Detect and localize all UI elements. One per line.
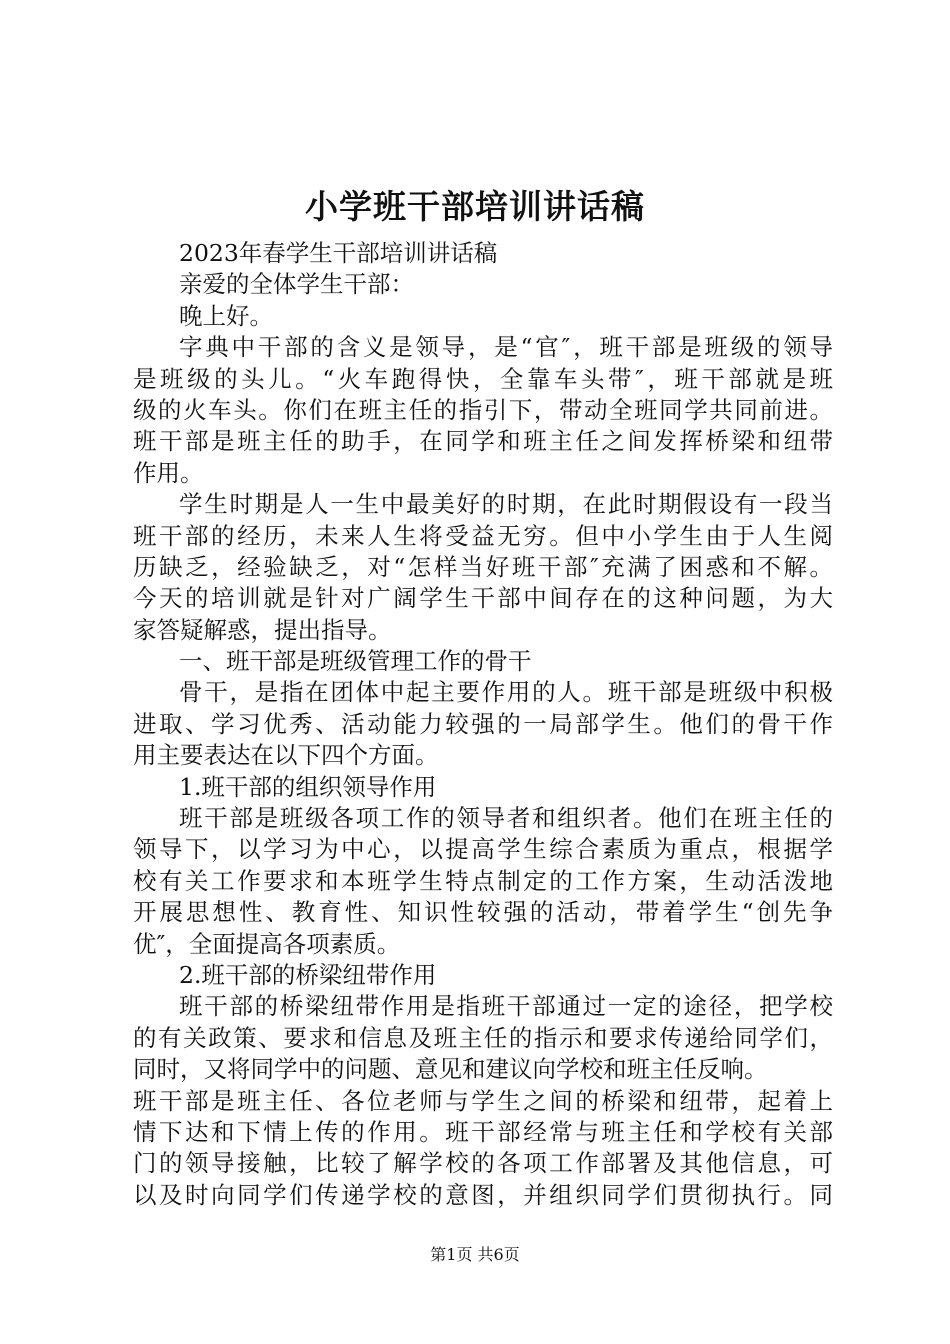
text-line: 字典中干部的含义是领导，是“官″，班干部是班级的领导: [179, 333, 833, 362]
text-line: 优″，全面提高各项素质。: [133, 929, 401, 958]
text-line: 学生时期是人一生中最美好的时期，在此时期假设有一段当: [179, 490, 833, 519]
text-line: 历缺乏，经验缺乏，对“怎样当好班干部″充满了困惑和不解。: [133, 552, 833, 581]
text-line: 级的火车头。你们在班主任的指引下，带动全班同学共同前进。: [133, 395, 833, 424]
subsection-heading: 1.班干部的组织领导作用: [179, 772, 437, 801]
text-line: 进取、学习优秀、活动能力较强的一局部学生。他们的骨干作: [133, 709, 833, 738]
text-line: 班干部是班主任的助手，在同学和班主任之间发挥桥梁和纽带: [133, 427, 833, 456]
text-line: 领导下，以学习为中心，以提高学生综合素质为重点，根据学: [133, 835, 833, 864]
text-line: 班干部是班级各项工作的领导者和组织者。他们在班主任的: [179, 804, 833, 833]
text-line: 情下达和下情上传的作用。班干部经常与班主任和学校有关部: [133, 1117, 833, 1146]
page-footer: 第1页 共6页: [430, 1245, 520, 1264]
document-title: 小学班干部培训讲话稿: [305, 187, 645, 226]
text-line: 以及时向同学们传递学校的意图，并组织同学们贯彻执行。同: [133, 1180, 833, 1209]
text-line: 班干部的桥梁纽带作用是指班干部通过一定的途径，把学校: [179, 992, 833, 1021]
text-line: 开展思想性、教育性、知识性较强的活动，带着学生“创先争: [133, 898, 833, 927]
text-line: 用主要表达在以下四个方面。: [133, 741, 439, 770]
text-line: 骨干，是指在团体中起主要作用的人。班干部是班级中积极: [179, 678, 833, 707]
text-line: 2023年春学生干部培训讲话稿: [179, 239, 498, 267]
document-body: [133, 238, 833, 1211]
text-line: 门的领导接触，比较了解学校的各项工作部署及其他信息，可: [133, 1149, 833, 1178]
text-line: 亲爱的全体学生干部：: [179, 270, 414, 299]
text-line: 班干部的经历，未来人生将受益无穷。但中小学生由于人生阅: [133, 521, 833, 550]
text-line: 家答疑解惑，提出指导。: [133, 615, 392, 644]
text-line: 同时，又将同学中的问题、意见和建议向学校和班主任反响。: [133, 1055, 768, 1084]
text-line: 晚上好。: [179, 301, 273, 330]
text-line: 的有关政策、要求和信息及班主任的指示和要求传递给同学们，: [133, 1023, 833, 1052]
text-line: 是班级的头儿。“火车跑得快，全靠车头带″，班干部就是班: [133, 364, 833, 393]
text-line: 校有关工作要求和本班学生特点制定的工作方案，生动活泼地: [133, 866, 833, 895]
text-line: 今天的培训就是针对广阔学生干部中间存在的这种问题，为大: [133, 584, 833, 613]
subsection-heading: 2.班干部的桥梁纽带作用: [179, 960, 437, 989]
section-heading: 一、班干部是班级管理工作的骨干: [179, 647, 532, 676]
text-line: 班干部是班主任、各位老师与学生之间的桥梁和纽带，起着上: [133, 1086, 833, 1115]
text-line: 作用。: [133, 458, 204, 487]
